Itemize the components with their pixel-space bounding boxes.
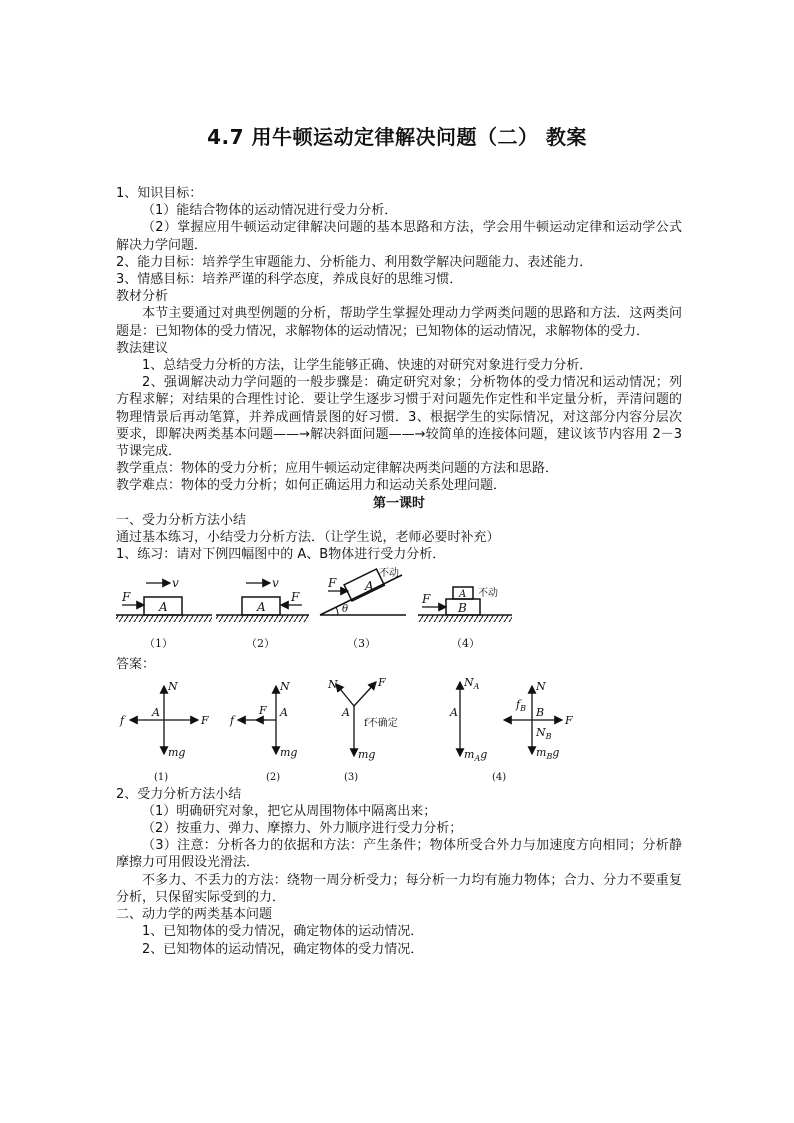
difficulties: 教学难点：物体的受力分析；如何正确运用力和运动关系处理问题． — [116, 478, 507, 494]
caption-1: （1） — [144, 637, 173, 651]
emotion-objective: 3、情感目标：培养严谨的科学态度，养成良好的思维习惯． — [116, 272, 463, 288]
fd-caption-2: (2) — [266, 771, 281, 783]
fd3-f: F — [378, 675, 386, 689]
label-f2: F — [291, 590, 300, 605]
label-a4: A — [459, 589, 467, 601]
method-1: （1）明确研究对象，把它从周围物体中隔离出来； — [142, 803, 437, 819]
section1-heading: 一、受力分析方法小结 — [116, 512, 247, 528]
fd3-uncertain: f不确定 — [364, 717, 398, 729]
label-a2: A — [257, 600, 266, 615]
fd4-n: N — [536, 679, 546, 693]
label-theta: θ — [342, 604, 349, 616]
label-v1: v — [172, 576, 179, 591]
force-diagram-1 — [130, 686, 198, 754]
label-static-4: 不动 — [478, 588, 498, 600]
method-3: （3）注意：分析各力的依据和方法：产生条件；物体所受合外力与加速度方向相同；分析静摩擦力可用假设光滑法． — [116, 838, 682, 871]
fd-caption-1: (1) — [154, 771, 169, 783]
fd3-n: N — [328, 677, 338, 691]
label-b4: B — [458, 601, 467, 616]
fd3-a: A — [342, 705, 350, 719]
fd1-mg: mg — [168, 745, 186, 759]
force-diagram-2 — [238, 686, 276, 754]
problem-type-2: 2、已知物体的运动情况，确定物体的受力情况． — [142, 941, 424, 957]
fd1-f: F — [201, 713, 209, 727]
fd4-na: $N_A$ — [464, 675, 480, 691]
problem-type-1: 1、已知物体的受力情况，确定物体的运动情况． — [142, 924, 424, 940]
page-title: 4.7 用牛顿运动定律解决问题（二） 教案 — [207, 125, 587, 149]
label-a1: A — [159, 600, 168, 615]
method-2: （2）按重力、弹力、摩擦力、外力顺序进行受力分析； — [142, 821, 463, 837]
section2-heading: 二、动力学的两类基本问题 — [116, 907, 273, 923]
analysis-text: 本节主要通过对典型例题的分析，帮助学生掌握处理动力学两类问题的思路和方法．这两类问题是：已知物体的受力情况，求解物体的运动情况；已知物体的运动情况，求解物体的受力． — [116, 306, 682, 339]
fd2-a: A — [280, 705, 288, 719]
knowledge-objective-heading: 1、知识目标： — [116, 186, 203, 201]
label-a3: A — [365, 579, 374, 594]
caption-4: （4） — [451, 637, 480, 651]
fd4-mag: $m_Ag$ — [464, 747, 488, 763]
fd-caption-4: (4) — [492, 771, 507, 783]
exercise-prompt: 1、练习：请对下例四幅图中的 A、B物体进行受力分析． — [116, 547, 446, 563]
caption-2: （2） — [246, 637, 275, 651]
fd4-f: F — [565, 713, 573, 727]
fd1-n: N — [168, 679, 178, 693]
label-static-3: 不动 — [379, 568, 399, 580]
section1-intro: 通过基本练习，小结受力分析方法．（让学生说，老师必要时补充） — [116, 530, 500, 546]
key-points: 教学重点：物体的受力分析；应用牛顿运动定律解决两类问题的方法和思路． — [116, 461, 559, 477]
ability-objective: 2、能力目标：培养学生审题能力、分析能力、利用数学解决问题能力、表述能力． — [116, 254, 593, 270]
suggestion-1: 1、总结受力分析的方法，让学生能够正确、快速的对研究对象进行受力分析． — [142, 358, 593, 374]
document-body — [116, 185, 682, 958]
answer-label: 答案： — [116, 657, 156, 673]
lesson-heading: 第一课时 — [372, 495, 425, 511]
suggestion-2: 2、强调解决动力学问题的一般步骤是：确定研究对象；分析物体的受力情况和运动情况；列方程求解；对结果的合理性讨论．要让学生逐步习惯于对问题先作定性和半定量分析，弄清问题的物理情景后再动笔算，并养成画情景图的好习惯．3、根据学生的实际情况，对这部分内容分层次要求，即解决两类基本问题——→解决斜面问题——→较简单的连接体问题，建议该节内容用 2－3节课完成． — [116, 375, 682, 460]
knowledge-objective-1: （1）能结合物体的运动情况进行受力分析． — [142, 203, 398, 219]
label-v2: v — [272, 576, 279, 591]
fd4-a: A — [450, 705, 458, 719]
fd1-a: A — [152, 705, 160, 719]
fd2-n: N — [280, 679, 290, 693]
fd2-mg: mg — [280, 745, 298, 759]
fd4-b: B — [536, 705, 545, 719]
method-4: 不多力、不丢力的方法：绕物一周分析受力；每分析一力均有施力物体；合力、分力不要重复分析，只保留实际受到的力． — [116, 872, 682, 905]
fd-caption-3: (3) — [344, 771, 359, 783]
fd4-nb: $N_B$ — [536, 725, 552, 741]
exercise-figure — [116, 563, 682, 656]
caption-3: （3） — [347, 637, 376, 651]
summary-heading: 2、受力分析方法小结 — [116, 786, 242, 802]
fd1-friction: f — [120, 713, 125, 727]
knowledge-objective-2: （2）掌握应用牛顿运动定律解决问题的基本思路和方法，学会用牛顿运动定律和运动学公式解决力学问题． — [116, 220, 682, 253]
force-diagram-4 — [460, 679, 562, 756]
fd4-fb: $f_B$ — [516, 697, 526, 713]
fd2-f: F — [259, 703, 267, 717]
fd4-mbg: $m_Bg$ — [536, 745, 560, 761]
label-f3: F — [328, 576, 337, 591]
fd2-friction: f — [230, 713, 235, 727]
fd3-mg: mg — [358, 747, 376, 761]
label-f1: F — [122, 590, 131, 605]
analysis-heading: 教材分析 — [116, 289, 169, 305]
suggestions-heading: 教法建议 — [116, 340, 169, 356]
label-f4: F — [422, 592, 431, 607]
answer-figure — [116, 674, 682, 786]
